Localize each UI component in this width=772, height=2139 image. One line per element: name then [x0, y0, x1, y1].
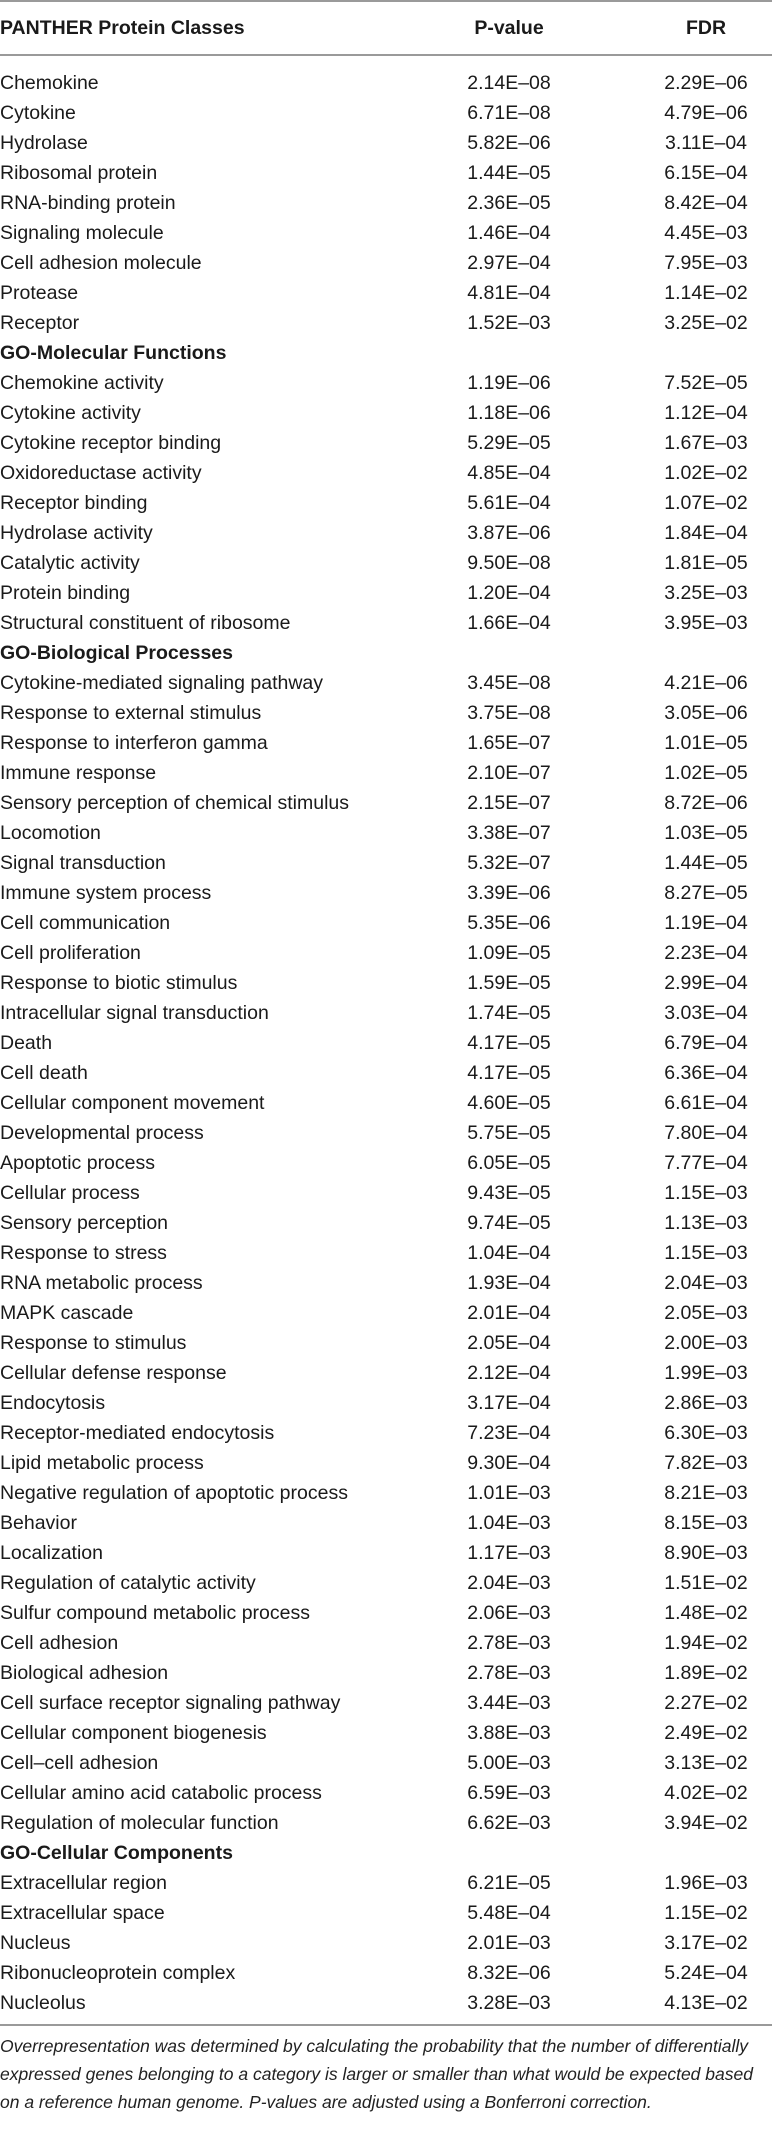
- cell-name: Extracellular region: [0, 1872, 167, 1894]
- cell-name: Negative regulation of apoptotic process: [0, 1482, 348, 1504]
- cell-pvalue: 5.82E–06: [467, 132, 551, 154]
- cell-name: Regulation of catalytic activity: [0, 1572, 256, 1594]
- column-header-name: PANTHER Protein Classes: [0, 1, 428, 55]
- table-row: [0, 248, 772, 278]
- cell-pvalue: 9.50E–08: [467, 552, 551, 574]
- table-row: [0, 608, 772, 638]
- cell-fdr: 3.95E–03: [664, 612, 748, 634]
- cell-name: Response to stimulus: [0, 1332, 187, 1354]
- cell-pvalue: 3.38E–07: [467, 822, 551, 844]
- cell-fdr: 2.05E–03: [664, 1302, 748, 1324]
- table-row: [0, 488, 772, 518]
- table-row: [0, 1208, 772, 1238]
- table-row: [0, 1718, 772, 1748]
- column-header-pvalue: P-value: [428, 1, 620, 55]
- cell-name: Intracellular signal transduction: [0, 1002, 269, 1024]
- cell-pvalue: 1.20E–04: [467, 582, 551, 604]
- cell-pvalue: 6.62E–03: [467, 1812, 551, 1834]
- cell-name: Receptor binding: [0, 492, 148, 514]
- cell-fdr: 4.79E–06: [664, 102, 748, 124]
- cell-name: Cellular amino acid catabolic process: [0, 1782, 322, 1804]
- table-header: [0, 1, 772, 55]
- cell-name: Cell communication: [0, 912, 171, 934]
- cell-pvalue: 5.00E–03: [467, 1752, 551, 1774]
- cell-pvalue: 1.04E–04: [467, 1242, 551, 1264]
- cell-pvalue: 9.74E–05: [467, 1212, 551, 1234]
- cell-pvalue: 5.35E–06: [467, 912, 551, 934]
- cell-pvalue: 8.32E–06: [467, 1962, 551, 1984]
- cell-name: Signaling molecule: [0, 222, 164, 244]
- table-row: [0, 308, 772, 338]
- cell-pvalue: 4.81E–04: [467, 282, 551, 304]
- table-row: [0, 128, 772, 158]
- cell-name: Sensory perception of chemical stimulus: [0, 792, 349, 814]
- cell-name: Catalytic activity: [0, 552, 140, 574]
- cell-fdr: 6.61E–04: [664, 1092, 748, 1114]
- cell-fdr: 1.67E–03: [664, 432, 748, 454]
- cell-name: Hydrolase: [0, 132, 88, 154]
- table-row: [0, 998, 772, 1028]
- cell-pvalue: 2.01E–04: [467, 1302, 551, 1324]
- cell-name: Sensory perception: [0, 1212, 169, 1234]
- cell-pvalue: 3.87E–06: [467, 522, 551, 544]
- table-row: [0, 1028, 772, 1058]
- cell-name: Response to interferon gamma: [0, 732, 268, 754]
- table-row: [0, 218, 772, 248]
- cell-fdr: 1.01E–05: [664, 732, 748, 754]
- cell-pvalue: 1.66E–04: [467, 612, 551, 634]
- cell-fdr: 3.25E–03: [664, 582, 748, 604]
- cell-fdr: 1.94E–02: [664, 1632, 748, 1654]
- cell-fdr: 6.79E–04: [664, 1032, 748, 1054]
- table-row: [0, 1358, 772, 1388]
- cell-fdr: 1.15E–03: [664, 1182, 748, 1204]
- table-row: [0, 458, 772, 488]
- cell-fdr: 3.11E–04: [664, 132, 748, 154]
- cell-pvalue: 1.18E–06: [467, 402, 551, 424]
- table-row: [0, 1928, 772, 1958]
- cell-pvalue: 3.88E–03: [467, 1722, 551, 1744]
- cell-fdr: 7.80E–04: [664, 1122, 748, 1144]
- table-row: [0, 1328, 772, 1358]
- cell-name: Locomotion: [0, 822, 101, 844]
- table-row: [0, 1268, 772, 1298]
- header-row: [0, 1, 772, 55]
- table-row: [0, 968, 772, 998]
- cell-name: Endocytosis: [0, 1392, 106, 1414]
- cell-pvalue: 2.01E–03: [467, 1932, 551, 1954]
- cell-pvalue: 2.97E–04: [467, 252, 551, 274]
- cell-name: Cell proliferation: [0, 942, 141, 964]
- cell-name: Ribosomal protein: [0, 162, 158, 184]
- cell-fdr: 4.13E–02: [664, 1992, 748, 2014]
- cell-name: Protein binding: [0, 582, 131, 604]
- cell-name: Extracellular space: [0, 1902, 165, 1924]
- cell-fdr: 2.27E–02: [664, 1692, 748, 1714]
- cell-fdr: 1.02E–05: [664, 762, 748, 784]
- table-row: [0, 908, 772, 938]
- cell-pvalue: 3.75E–08: [467, 702, 551, 724]
- cell-pvalue: 2.04E–03: [467, 1572, 551, 1594]
- cell-fdr: 8.90E–03: [664, 1542, 748, 1564]
- cell-fdr: 1.07E–02: [664, 492, 748, 514]
- cell-name: Apoptotic process: [0, 1152, 156, 1174]
- cell-name: Death: [0, 1032, 53, 1054]
- cell-pvalue: 4.17E–05: [467, 1062, 551, 1084]
- cell-fdr: 8.42E–04: [664, 192, 748, 214]
- cell-pvalue: 2.78E–03: [467, 1632, 551, 1654]
- cell-fdr: 1.03E–05: [664, 822, 748, 844]
- cell-fdr: 7.95E–03: [664, 252, 748, 274]
- table-row: [0, 158, 772, 188]
- cell-name: Lipid metabolic process: [0, 1452, 204, 1474]
- cell-pvalue: 5.75E–05: [467, 1122, 551, 1144]
- cell-fdr: 1.96E–03: [664, 1872, 748, 1894]
- cell-fdr: 8.27E–05: [664, 882, 748, 904]
- table-row: [0, 1148, 772, 1178]
- cell-name: Nucleolus: [0, 1992, 86, 2014]
- cell-fdr: 1.13E–03: [664, 1212, 748, 1234]
- cell-name: Regulation of molecular function: [0, 1812, 279, 1834]
- table-row: [0, 1568, 772, 1598]
- cell-fdr: 1.89E–02: [664, 1662, 748, 1684]
- table-row: [0, 1058, 772, 1088]
- cell-pvalue: 1.46E–04: [467, 222, 551, 244]
- cell-fdr: 3.94E–02: [664, 1812, 748, 1834]
- table-row: [0, 878, 772, 908]
- cell-name: Cellular defense response: [0, 1362, 227, 1384]
- cell-pvalue: 1.44E–05: [467, 162, 551, 184]
- cell-fdr: 2.86E–03: [664, 1392, 748, 1414]
- table-footnote: Overrepresentation was determined by calculating the probability that the number of differentially expressed genes belonging to a category is larger or smaller than what would be expected based on a reference human genome. P-values are adjusted using a Bonferroni correction.: [0, 2036, 753, 2112]
- table-row: [0, 1778, 772, 1808]
- cell-fdr: 2.29E–06: [664, 72, 748, 94]
- table-row: [0, 668, 772, 698]
- cell-pvalue: 6.21E–05: [467, 1872, 551, 1894]
- cell-fdr: 1.99E–03: [664, 1362, 748, 1384]
- cell-fdr: 3.17E–02: [664, 1932, 748, 1954]
- cell-fdr: 5.24E–04: [664, 1962, 748, 1984]
- cell-name: Cell adhesion: [0, 1632, 119, 1654]
- cell-pvalue: 6.05E–05: [467, 1152, 551, 1174]
- cell-fdr: 3.13E–02: [664, 1752, 748, 1774]
- cell-name: Cell death: [0, 1062, 88, 1084]
- cell-fdr: 2.49E–02: [664, 1722, 748, 1744]
- cell-fdr: 8.72E–06: [664, 792, 748, 814]
- table-row: [0, 1448, 772, 1478]
- section-header-row: [0, 638, 772, 668]
- cell-pvalue: 9.43E–05: [467, 1182, 551, 1204]
- cell-pvalue: 1.04E–03: [467, 1512, 551, 1534]
- cell-pvalue: 2.10E–07: [467, 762, 551, 784]
- cell-name: Oxidoreductase activity: [0, 462, 202, 484]
- table-row: [0, 548, 772, 578]
- cell-name: Cytokine-mediated signaling pathway: [0, 672, 324, 694]
- cell-pvalue: 2.06E–03: [467, 1602, 551, 1624]
- cell-pvalue: 1.01E–03: [467, 1482, 551, 1504]
- cell-name: Response to biotic stimulus: [0, 972, 238, 994]
- cell-pvalue: 1.65E–07: [467, 732, 551, 754]
- table-row: [0, 278, 772, 308]
- table-row: [0, 1808, 772, 1838]
- section-title: GO-Molecular Functions: [0, 342, 227, 364]
- cell-fdr: 1.15E–03: [664, 1242, 748, 1264]
- cell-name: Immune response: [0, 762, 157, 784]
- cell-name: Cellular component biogenesis: [0, 1722, 267, 1744]
- table-row: [0, 428, 772, 458]
- cell-pvalue: 3.45E–08: [467, 672, 551, 694]
- cell-pvalue: 1.93E–04: [467, 1272, 551, 1294]
- table-row: [0, 728, 772, 758]
- cell-pvalue: 2.12E–04: [467, 1362, 551, 1384]
- cell-pvalue: 6.71E–08: [467, 102, 551, 124]
- cell-name: Nucleus: [0, 1932, 71, 1954]
- table-row: [0, 848, 772, 878]
- table-row: [0, 1418, 772, 1448]
- table-row: [0, 188, 772, 218]
- cell-pvalue: 1.17E–03: [467, 1542, 551, 1564]
- cell-pvalue: 4.17E–05: [467, 1032, 551, 1054]
- table-row: [0, 818, 772, 848]
- cell-pvalue: 2.14E–08: [467, 72, 551, 94]
- cell-fdr: 6.15E–04: [664, 162, 748, 184]
- table-row: [0, 1868, 772, 1898]
- cell-fdr: 3.05E–06: [664, 702, 748, 724]
- cell-name: RNA metabolic process: [0, 1272, 203, 1294]
- table-row: [0, 368, 772, 398]
- cell-name: Immune system process: [0, 882, 212, 904]
- table-row: [0, 1088, 772, 1118]
- table-row: [0, 1508, 772, 1538]
- cell-name: Cell–cell adhesion: [0, 1752, 159, 1774]
- cell-fdr: 1.51E–02: [664, 1572, 748, 1594]
- section-title: GO-Biological Processes: [0, 642, 234, 664]
- cell-fdr: 3.03E–04: [664, 1002, 748, 1024]
- table-row: [0, 938, 772, 968]
- cell-pvalue: 1.59E–05: [467, 972, 551, 994]
- cell-fdr: 1.14E–02: [664, 282, 748, 304]
- cell-name: Structural constituent of ribosome: [0, 612, 291, 634]
- table-row: [0, 1748, 772, 1778]
- cell-fdr: 1.48E–02: [664, 1602, 748, 1624]
- cell-pvalue: 6.59E–03: [467, 1782, 551, 1804]
- cell-pvalue: 1.52E–03: [467, 312, 551, 334]
- cell-fdr: 2.23E–04: [664, 942, 748, 964]
- table-row: [0, 1958, 772, 1988]
- cell-name: Cell adhesion molecule: [0, 252, 202, 274]
- cell-fdr: 2.99E–04: [664, 972, 748, 994]
- cell-fdr: 1.12E–04: [664, 402, 748, 424]
- table-row: [0, 398, 772, 428]
- table-row: [0, 518, 772, 548]
- cell-name: RNA-binding protein: [0, 192, 176, 214]
- cell-fdr: 8.21E–03: [664, 1482, 748, 1504]
- cell-fdr: 4.02E–02: [664, 1782, 748, 1804]
- cell-name: Sulfur compound metabolic process: [0, 1602, 310, 1624]
- table-row: [0, 698, 772, 728]
- cell-name: Cytokine: [0, 102, 76, 124]
- section-header-row: [0, 1838, 772, 1868]
- cell-name: Ribonucleoprotein complex: [0, 1962, 236, 1984]
- table-row: [0, 1988, 772, 2024]
- cell-fdr: 7.77E–04: [664, 1152, 748, 1174]
- cell-name: Hydrolase activity: [0, 522, 153, 544]
- cell-fdr: 6.30E–03: [664, 1422, 748, 1444]
- cell-pvalue: 9.30E–04: [467, 1452, 551, 1474]
- cell-pvalue: 1.09E–05: [467, 942, 551, 964]
- cell-fdr: 4.45E–03: [664, 222, 748, 244]
- cell-fdr: 1.15E–02: [664, 1902, 748, 1924]
- cell-name: Cytokine receptor binding: [0, 432, 222, 454]
- table-row: [0, 1298, 772, 1328]
- cell-fdr: 1.81E–05: [664, 552, 748, 574]
- cell-name: Response to external stimulus: [0, 702, 262, 724]
- table-row: [0, 1388, 772, 1418]
- table-row: [0, 1538, 772, 1568]
- cell-name: Cell surface receptor signaling pathway: [0, 1692, 341, 1714]
- column-header-fdr: FDR: [620, 1, 772, 55]
- cell-pvalue: 5.29E–05: [467, 432, 551, 454]
- cell-pvalue: 3.44E–03: [467, 1692, 551, 1714]
- cell-fdr: 7.82E–03: [664, 1452, 748, 1474]
- cell-pvalue: 5.32E–07: [467, 852, 551, 874]
- table-row: [0, 788, 772, 818]
- table-row: [0, 578, 772, 608]
- cell-fdr: 1.19E–04: [664, 912, 748, 934]
- cell-name: Localization: [0, 1542, 103, 1564]
- cell-pvalue: 1.74E–05: [467, 1002, 551, 1024]
- table-row: [0, 1118, 772, 1148]
- cell-fdr: 2.04E–03: [664, 1272, 748, 1294]
- table-row: [0, 758, 772, 788]
- cell-name: Chemokine: [0, 72, 99, 94]
- cell-name: Response to stress: [0, 1242, 167, 1264]
- cell-pvalue: 2.15E–07: [467, 792, 551, 814]
- table-row: [0, 1688, 772, 1718]
- cell-pvalue: 1.19E–06: [467, 372, 551, 394]
- cell-name: Developmental process: [0, 1122, 204, 1144]
- cell-pvalue: 3.17E–04: [467, 1392, 551, 1414]
- table-row: [0, 1658, 772, 1688]
- table-body: [0, 55, 772, 2024]
- table-row: [0, 55, 772, 98]
- cell-name: Cytokine activity: [0, 402, 141, 424]
- cell-fdr: 8.15E–03: [664, 1512, 748, 1534]
- table-row: [0, 98, 772, 128]
- table-row: [0, 1178, 772, 1208]
- section-title: GO-Cellular Components: [0, 1842, 233, 1864]
- cell-name: Protease: [0, 282, 79, 304]
- cell-fdr: 6.36E–04: [664, 1062, 748, 1084]
- cell-pvalue: 2.36E–05: [467, 192, 551, 214]
- cell-pvalue: 3.28E–03: [467, 1992, 551, 2014]
- cell-name: Chemokine activity: [0, 372, 164, 394]
- table-row: [0, 1598, 772, 1628]
- cell-fdr: 1.44E–05: [664, 852, 748, 874]
- cell-pvalue: 2.78E–03: [467, 1662, 551, 1684]
- cell-pvalue: 5.61E–04: [467, 492, 551, 514]
- cell-fdr: 1.84E–04: [664, 522, 748, 544]
- section-header-row: [0, 338, 772, 368]
- table-row: [0, 1628, 772, 1658]
- cell-name: Receptor: [0, 312, 80, 334]
- cell-pvalue: 2.05E–04: [467, 1332, 551, 1354]
- cell-pvalue: 4.85E–04: [467, 462, 551, 484]
- cell-fdr: 1.02E–02: [664, 462, 748, 484]
- cell-fdr: 3.25E–02: [664, 312, 748, 334]
- cell-pvalue: 3.39E–06: [467, 882, 551, 904]
- cell-name: Biological adhesion: [0, 1662, 169, 1684]
- table-row: [0, 1898, 772, 1928]
- table-row: [0, 1478, 772, 1508]
- cell-pvalue: 7.23E–04: [467, 1422, 551, 1444]
- cell-fdr: 2.00E–03: [664, 1332, 748, 1354]
- cell-fdr: 7.52E–05: [664, 372, 748, 394]
- cell-pvalue: 4.60E–05: [467, 1092, 551, 1114]
- cell-name: Cellular process: [0, 1182, 140, 1204]
- cell-fdr: 4.21E–06: [664, 672, 748, 694]
- table-row: [0, 1238, 772, 1268]
- cell-name: Signal transduction: [0, 852, 166, 874]
- cell-name: Receptor-mediated endocytosis: [0, 1422, 275, 1444]
- cell-name: Cellular component movement: [0, 1092, 265, 1114]
- cell-name: MAPK cascade: [0, 1302, 134, 1324]
- cell-name: Behavior: [0, 1512, 77, 1534]
- cell-pvalue: 5.48E–04: [467, 1902, 551, 1924]
